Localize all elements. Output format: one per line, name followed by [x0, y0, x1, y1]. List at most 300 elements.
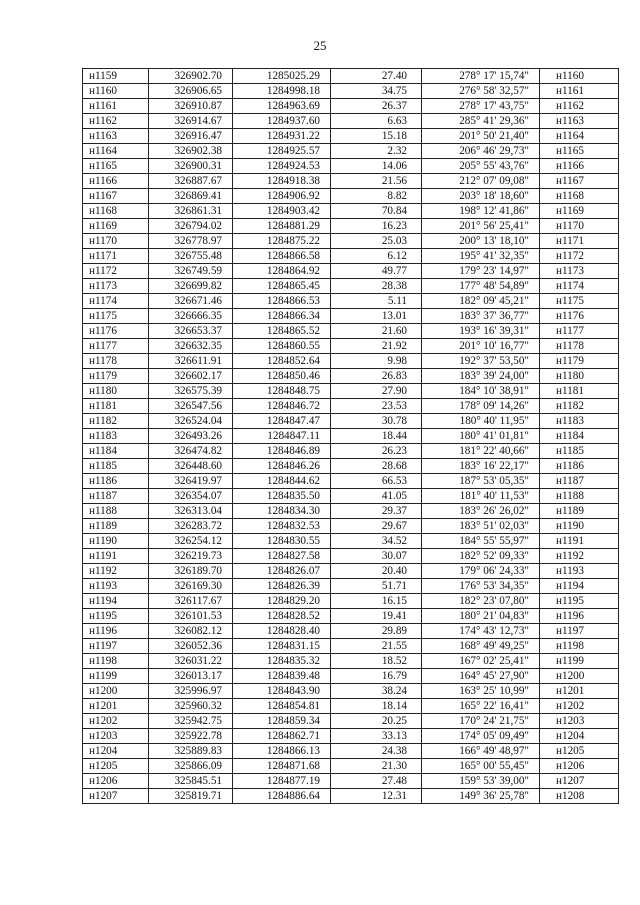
- table-row: [83, 204, 619, 219]
- y-coordinate-cell: 1284846.26: [233, 459, 331, 474]
- bearing-cell: 179° 23' 14,97": [422, 264, 540, 279]
- table-row: [83, 264, 619, 279]
- table-row: [83, 519, 619, 534]
- table-row: [83, 624, 619, 639]
- bearing-cell: 174° 05' 09,49": [422, 729, 540, 744]
- table-row: [83, 354, 619, 369]
- y-coordinate-cell: 1284829.20: [233, 594, 331, 609]
- next-point-id-cell: н1180: [540, 369, 619, 384]
- table-row: [83, 594, 619, 609]
- y-coordinate-cell: 1284850.46: [233, 369, 331, 384]
- next-point-id-cell: н1160: [540, 69, 619, 84]
- y-coordinate-cell: 1284925.57: [233, 144, 331, 159]
- bearing-cell: 200° 13' 18,10": [422, 234, 540, 249]
- y-coordinate-cell: 1284830.55: [233, 534, 331, 549]
- next-point-id-cell: н1182: [540, 399, 619, 414]
- table-row: [83, 549, 619, 564]
- point-id-cell: н1163: [83, 129, 149, 144]
- table-row: [83, 399, 619, 414]
- next-point-id-cell: н1196: [540, 609, 619, 624]
- x-coordinate-cell: 326474.82: [149, 444, 233, 459]
- point-id-cell: н1194: [83, 594, 149, 609]
- distance-cell: 18.14: [331, 699, 422, 714]
- y-coordinate-cell: 1284831.15: [233, 639, 331, 654]
- point-id-cell: н1195: [83, 609, 149, 624]
- distance-cell: 33.13: [331, 729, 422, 744]
- next-point-id-cell: н1198: [540, 639, 619, 654]
- table-row: [83, 414, 619, 429]
- bearing-cell: 168° 49' 49,25": [422, 639, 540, 654]
- next-point-id-cell: н1162: [540, 99, 619, 114]
- next-point-id-cell: н1166: [540, 159, 619, 174]
- point-id-cell: н1171: [83, 249, 149, 264]
- bearing-cell: 183° 26' 26,02": [422, 504, 540, 519]
- bearing-cell: 201° 56' 25,41": [422, 219, 540, 234]
- distance-cell: 27.90: [331, 384, 422, 399]
- distance-cell: 30.78: [331, 414, 422, 429]
- x-coordinate-cell: 326013.17: [149, 669, 233, 684]
- next-point-id-cell: н1193: [540, 564, 619, 579]
- table-row: [83, 744, 619, 759]
- distance-cell: 25.03: [331, 234, 422, 249]
- distance-cell: 70.84: [331, 204, 422, 219]
- point-id-cell: н1182: [83, 414, 149, 429]
- bearing-cell: 193° 16' 39,31": [422, 324, 540, 339]
- table-row: [83, 129, 619, 144]
- point-id-cell: н1185: [83, 459, 149, 474]
- x-coordinate-cell: 326794.02: [149, 219, 233, 234]
- table-row: [83, 564, 619, 579]
- bearing-cell: 201° 10' 16,77": [422, 339, 540, 354]
- next-point-id-cell: н1171: [540, 234, 619, 249]
- bearing-cell: 178° 09' 14,26": [422, 399, 540, 414]
- point-id-cell: н1176: [83, 324, 149, 339]
- bearing-cell: 183° 39' 24,00": [422, 369, 540, 384]
- next-point-id-cell: н1165: [540, 144, 619, 159]
- y-coordinate-cell: 1284843.90: [233, 684, 331, 699]
- next-point-id-cell: н1185: [540, 444, 619, 459]
- next-point-id-cell: н1163: [540, 114, 619, 129]
- next-point-id-cell: н1190: [540, 519, 619, 534]
- y-coordinate-cell: 1284871.68: [233, 759, 331, 774]
- distance-cell: 34.75: [331, 84, 422, 99]
- table-row: [83, 639, 619, 654]
- y-coordinate-cell: 1284847.47: [233, 414, 331, 429]
- point-id-cell: н1206: [83, 774, 149, 789]
- table-row: [83, 99, 619, 114]
- x-coordinate-cell: 325819.71: [149, 789, 233, 804]
- next-point-id-cell: н1174: [540, 279, 619, 294]
- y-coordinate-cell: 1284963.69: [233, 99, 331, 114]
- point-id-cell: н1187: [83, 489, 149, 504]
- point-id-cell: н1175: [83, 309, 149, 324]
- bearing-cell: 205° 55' 43,76": [422, 159, 540, 174]
- distance-cell: 23.53: [331, 399, 422, 414]
- y-coordinate-cell: 1284827.58: [233, 549, 331, 564]
- bearing-cell: 166° 49' 48,97": [422, 744, 540, 759]
- x-coordinate-cell: 325960.32: [149, 699, 233, 714]
- x-coordinate-cell: 326914.67: [149, 114, 233, 129]
- table-row: [83, 459, 619, 474]
- table-row: [83, 684, 619, 699]
- distance-cell: 16.79: [331, 669, 422, 684]
- next-point-id-cell: н1208: [540, 789, 619, 804]
- bearing-cell: 180° 21' 04,83": [422, 609, 540, 624]
- next-point-id-cell: н1194: [540, 579, 619, 594]
- x-coordinate-cell: 326902.38: [149, 144, 233, 159]
- y-coordinate-cell: 1284906.92: [233, 189, 331, 204]
- next-point-id-cell: н1177: [540, 324, 619, 339]
- x-coordinate-cell: 326052.36: [149, 639, 233, 654]
- bearing-cell: 212° 07' 09,08": [422, 174, 540, 189]
- x-coordinate-cell: 326117.67: [149, 594, 233, 609]
- bearing-cell: 180° 40' 11,95": [422, 414, 540, 429]
- y-coordinate-cell: 1284854.81: [233, 699, 331, 714]
- x-coordinate-cell: 326082.12: [149, 624, 233, 639]
- x-coordinate-cell: 326671.46: [149, 294, 233, 309]
- x-coordinate-cell: 326916.47: [149, 129, 233, 144]
- y-coordinate-cell: 1284847.11: [233, 429, 331, 444]
- table-row: [83, 444, 619, 459]
- bearing-cell: 206° 46' 29,73": [422, 144, 540, 159]
- x-coordinate-cell: 326101.53: [149, 609, 233, 624]
- bearing-cell: 159° 53' 39,00": [422, 774, 540, 789]
- y-coordinate-cell: 1284924.53: [233, 159, 331, 174]
- distance-cell: 21.30: [331, 759, 422, 774]
- point-id-cell: н1174: [83, 294, 149, 309]
- y-coordinate-cell: 1284937.60: [233, 114, 331, 129]
- next-point-id-cell: н1178: [540, 339, 619, 354]
- point-id-cell: н1184: [83, 444, 149, 459]
- table-row: [83, 174, 619, 189]
- distance-cell: 14.06: [331, 159, 422, 174]
- coordinates-table: [82, 68, 619, 804]
- x-coordinate-cell: 326602.17: [149, 369, 233, 384]
- y-coordinate-cell: 1284860.55: [233, 339, 331, 354]
- y-coordinate-cell: 1284834.30: [233, 504, 331, 519]
- next-point-id-cell: н1195: [540, 594, 619, 609]
- next-point-id-cell: н1186: [540, 459, 619, 474]
- distance-cell: 9.98: [331, 354, 422, 369]
- distance-cell: 16.15: [331, 594, 422, 609]
- y-coordinate-cell: 1284844.62: [233, 474, 331, 489]
- next-point-id-cell: н1161: [540, 84, 619, 99]
- distance-cell: 2.32: [331, 144, 422, 159]
- point-id-cell: н1186: [83, 474, 149, 489]
- x-coordinate-cell: 326755.48: [149, 249, 233, 264]
- x-coordinate-cell: 326861.31: [149, 204, 233, 219]
- y-coordinate-cell: 1284866.58: [233, 249, 331, 264]
- y-coordinate-cell: 1284865.45: [233, 279, 331, 294]
- y-coordinate-cell: 1284862.71: [233, 729, 331, 744]
- point-id-cell: н1159: [83, 69, 149, 84]
- x-coordinate-cell: 326169.30: [149, 579, 233, 594]
- y-coordinate-cell: 1284866.53: [233, 294, 331, 309]
- y-coordinate-cell: 1284866.34: [233, 309, 331, 324]
- y-coordinate-cell: 1284859.34: [233, 714, 331, 729]
- y-coordinate-cell: 1284866.13: [233, 744, 331, 759]
- y-coordinate-cell: 1284826.39: [233, 579, 331, 594]
- point-id-cell: н1205: [83, 759, 149, 774]
- bearing-cell: 163° 25' 10,99": [422, 684, 540, 699]
- distance-cell: 38.24: [331, 684, 422, 699]
- y-coordinate-cell: 1284848.75: [233, 384, 331, 399]
- distance-cell: 15.18: [331, 129, 422, 144]
- y-coordinate-cell: 1284877.19: [233, 774, 331, 789]
- x-coordinate-cell: 325866.09: [149, 759, 233, 774]
- y-coordinate-cell: 1284828.40: [233, 624, 331, 639]
- page-number: 25: [313, 38, 327, 53]
- distance-cell: 13.01: [331, 309, 422, 324]
- next-point-id-cell: н1200: [540, 669, 619, 684]
- point-id-cell: н1189: [83, 519, 149, 534]
- x-coordinate-cell: 326632.35: [149, 339, 233, 354]
- bearing-cell: 182° 09' 45,21": [422, 294, 540, 309]
- bearing-cell: 170° 24' 21,75": [422, 714, 540, 729]
- table-row: [83, 729, 619, 744]
- point-id-cell: н1188: [83, 504, 149, 519]
- y-coordinate-cell: 1284846.72: [233, 399, 331, 414]
- x-coordinate-cell: 326611.91: [149, 354, 233, 369]
- table-row: [83, 759, 619, 774]
- distance-cell: 26.83: [331, 369, 422, 384]
- table-row: [83, 654, 619, 669]
- y-coordinate-cell: 1284846.89: [233, 444, 331, 459]
- next-point-id-cell: н1188: [540, 489, 619, 504]
- table-row: [83, 279, 619, 294]
- point-id-cell: н1202: [83, 714, 149, 729]
- y-coordinate-cell: 1284875.22: [233, 234, 331, 249]
- table-row: [83, 249, 619, 264]
- x-coordinate-cell: 326283.72: [149, 519, 233, 534]
- x-coordinate-cell: 326524.04: [149, 414, 233, 429]
- point-id-cell: н1166: [83, 174, 149, 189]
- point-id-cell: н1196: [83, 624, 149, 639]
- next-point-id-cell: н1203: [540, 714, 619, 729]
- next-point-id-cell: н1175: [540, 294, 619, 309]
- next-point-id-cell: н1183: [540, 414, 619, 429]
- next-point-id-cell: н1187: [540, 474, 619, 489]
- x-coordinate-cell: 325889.83: [149, 744, 233, 759]
- table-row: [83, 504, 619, 519]
- x-coordinate-cell: 326313.04: [149, 504, 233, 519]
- point-id-cell: н1168: [83, 204, 149, 219]
- bearing-cell: 187° 53' 05,35": [422, 474, 540, 489]
- point-id-cell: н1170: [83, 234, 149, 249]
- table-row: [83, 714, 619, 729]
- y-coordinate-cell: 1284931.22: [233, 129, 331, 144]
- next-point-id-cell: н1204: [540, 729, 619, 744]
- x-coordinate-cell: 326900.31: [149, 159, 233, 174]
- point-id-cell: н1203: [83, 729, 149, 744]
- distance-cell: 28.68: [331, 459, 422, 474]
- table-row: [83, 774, 619, 789]
- next-point-id-cell: н1184: [540, 429, 619, 444]
- bearing-cell: 201° 50' 21,40": [422, 129, 540, 144]
- coordinates-table-body: [83, 69, 619, 804]
- next-point-id-cell: н1207: [540, 774, 619, 789]
- bearing-cell: 182° 23' 07,80": [422, 594, 540, 609]
- point-id-cell: н1177: [83, 339, 149, 354]
- y-coordinate-cell: 1285025.29: [233, 69, 331, 84]
- point-id-cell: н1180: [83, 384, 149, 399]
- table-row: [83, 84, 619, 99]
- table-row: [83, 789, 619, 804]
- table-row: [83, 309, 619, 324]
- point-id-cell: н1192: [83, 564, 149, 579]
- next-point-id-cell: н1199: [540, 654, 619, 669]
- next-point-id-cell: н1197: [540, 624, 619, 639]
- bearing-cell: 184° 55' 55,97": [422, 534, 540, 549]
- table-row: [83, 669, 619, 684]
- y-coordinate-cell: 1284826.07: [233, 564, 331, 579]
- x-coordinate-cell: 326219.73: [149, 549, 233, 564]
- x-coordinate-cell: 325942.75: [149, 714, 233, 729]
- bearing-cell: 278° 17' 15,74": [422, 69, 540, 84]
- point-id-cell: н1167: [83, 189, 149, 204]
- table-row: [83, 234, 619, 249]
- point-id-cell: н1172: [83, 264, 149, 279]
- y-coordinate-cell: 1284835.50: [233, 489, 331, 504]
- point-id-cell: н1204: [83, 744, 149, 759]
- point-id-cell: н1207: [83, 789, 149, 804]
- distance-cell: 27.48: [331, 774, 422, 789]
- next-point-id-cell: н1206: [540, 759, 619, 774]
- table-row: [83, 189, 619, 204]
- distance-cell: 28.38: [331, 279, 422, 294]
- distance-cell: 12.31: [331, 789, 422, 804]
- distance-cell: 18.44: [331, 429, 422, 444]
- bearing-cell: 182° 52' 09,33": [422, 549, 540, 564]
- point-id-cell: н1165: [83, 159, 149, 174]
- x-coordinate-cell: 326354.07: [149, 489, 233, 504]
- y-coordinate-cell: 1284881.29: [233, 219, 331, 234]
- distance-cell: 16.23: [331, 219, 422, 234]
- bearing-cell: 183° 37' 36,77": [422, 309, 540, 324]
- x-coordinate-cell: 326699.82: [149, 279, 233, 294]
- next-point-id-cell: н1167: [540, 174, 619, 189]
- bearing-cell: 198° 12' 41,86": [422, 204, 540, 219]
- distance-cell: 29.89: [331, 624, 422, 639]
- distance-cell: 26.37: [331, 99, 422, 114]
- distance-cell: 19.41: [331, 609, 422, 624]
- bearing-cell: 180° 41' 01,81": [422, 429, 540, 444]
- distance-cell: 29.67: [331, 519, 422, 534]
- distance-cell: 21.60: [331, 324, 422, 339]
- point-id-cell: н1199: [83, 669, 149, 684]
- distance-cell: 18.52: [331, 654, 422, 669]
- x-coordinate-cell: 326910.87: [149, 99, 233, 114]
- x-coordinate-cell: 326575.39: [149, 384, 233, 399]
- table-row: [83, 69, 619, 84]
- distance-cell: 5.11: [331, 294, 422, 309]
- point-id-cell: н1178: [83, 354, 149, 369]
- point-id-cell: н1198: [83, 654, 149, 669]
- bearing-cell: 192° 37' 53,50": [422, 354, 540, 369]
- point-id-cell: н1201: [83, 699, 149, 714]
- x-coordinate-cell: 326902.70: [149, 69, 233, 84]
- table-row: [83, 579, 619, 594]
- next-point-id-cell: н1191: [540, 534, 619, 549]
- point-id-cell: н1183: [83, 429, 149, 444]
- bearing-cell: 174° 43' 12,73": [422, 624, 540, 639]
- x-coordinate-cell: 326254.12: [149, 534, 233, 549]
- bearing-cell: 195° 41' 32,35": [422, 249, 540, 264]
- distance-cell: 21.56: [331, 174, 422, 189]
- next-point-id-cell: н1189: [540, 504, 619, 519]
- y-coordinate-cell: 1284839.48: [233, 669, 331, 684]
- x-coordinate-cell: 325845.51: [149, 774, 233, 789]
- point-id-cell: н1161: [83, 99, 149, 114]
- next-point-id-cell: н1168: [540, 189, 619, 204]
- y-coordinate-cell: 1284864.92: [233, 264, 331, 279]
- y-coordinate-cell: 1284865.52: [233, 324, 331, 339]
- distance-cell: 6.63: [331, 114, 422, 129]
- y-coordinate-cell: 1284886.64: [233, 789, 331, 804]
- point-id-cell: н1162: [83, 114, 149, 129]
- y-coordinate-cell: 1284835.32: [233, 654, 331, 669]
- next-point-id-cell: н1181: [540, 384, 619, 399]
- x-coordinate-cell: 326189.70: [149, 564, 233, 579]
- next-point-id-cell: н1205: [540, 744, 619, 759]
- table-row: [83, 489, 619, 504]
- bearing-cell: 278° 17' 43,75": [422, 99, 540, 114]
- distance-cell: 34.52: [331, 534, 422, 549]
- x-coordinate-cell: 326887.67: [149, 174, 233, 189]
- distance-cell: 20.40: [331, 564, 422, 579]
- point-id-cell: н1197: [83, 639, 149, 654]
- point-id-cell: н1160: [83, 84, 149, 99]
- bearing-cell: 184° 10' 38,91": [422, 384, 540, 399]
- x-coordinate-cell: 326666.35: [149, 309, 233, 324]
- table-row: [83, 219, 619, 234]
- distance-cell: 66.53: [331, 474, 422, 489]
- bearing-cell: 203° 18' 18,60": [422, 189, 540, 204]
- table-row: [83, 324, 619, 339]
- x-coordinate-cell: 326778.97: [149, 234, 233, 249]
- x-coordinate-cell: 326547.56: [149, 399, 233, 414]
- x-coordinate-cell: 326653.37: [149, 324, 233, 339]
- table-row: [83, 339, 619, 354]
- table-row: [83, 144, 619, 159]
- bearing-cell: 285° 41' 29,36": [422, 114, 540, 129]
- point-id-cell: н1193: [83, 579, 149, 594]
- y-coordinate-cell: 1284998.18: [233, 84, 331, 99]
- next-point-id-cell: н1176: [540, 309, 619, 324]
- distance-cell: 51.71: [331, 579, 422, 594]
- distance-cell: 41.05: [331, 489, 422, 504]
- bearing-cell: 167° 02' 25,41": [422, 654, 540, 669]
- distance-cell: 27.40: [331, 69, 422, 84]
- point-id-cell: н1169: [83, 219, 149, 234]
- x-coordinate-cell: 326419.97: [149, 474, 233, 489]
- y-coordinate-cell: 1284918.38: [233, 174, 331, 189]
- table-row: [83, 474, 619, 489]
- point-id-cell: н1191: [83, 549, 149, 564]
- x-coordinate-cell: 326906.65: [149, 84, 233, 99]
- x-coordinate-cell: 326749.59: [149, 264, 233, 279]
- bearing-cell: 165° 22' 16,41": [422, 699, 540, 714]
- next-point-id-cell: н1202: [540, 699, 619, 714]
- distance-cell: 26.23: [331, 444, 422, 459]
- bearing-cell: 165° 00' 55,45": [422, 759, 540, 774]
- bearing-cell: 276° 58' 32,57": [422, 84, 540, 99]
- table-row: [83, 294, 619, 309]
- distance-cell: 8.82: [331, 189, 422, 204]
- bearing-cell: 149° 36' 25,78": [422, 789, 540, 804]
- bearing-cell: 181° 40' 11,53": [422, 489, 540, 504]
- table-row: [83, 159, 619, 174]
